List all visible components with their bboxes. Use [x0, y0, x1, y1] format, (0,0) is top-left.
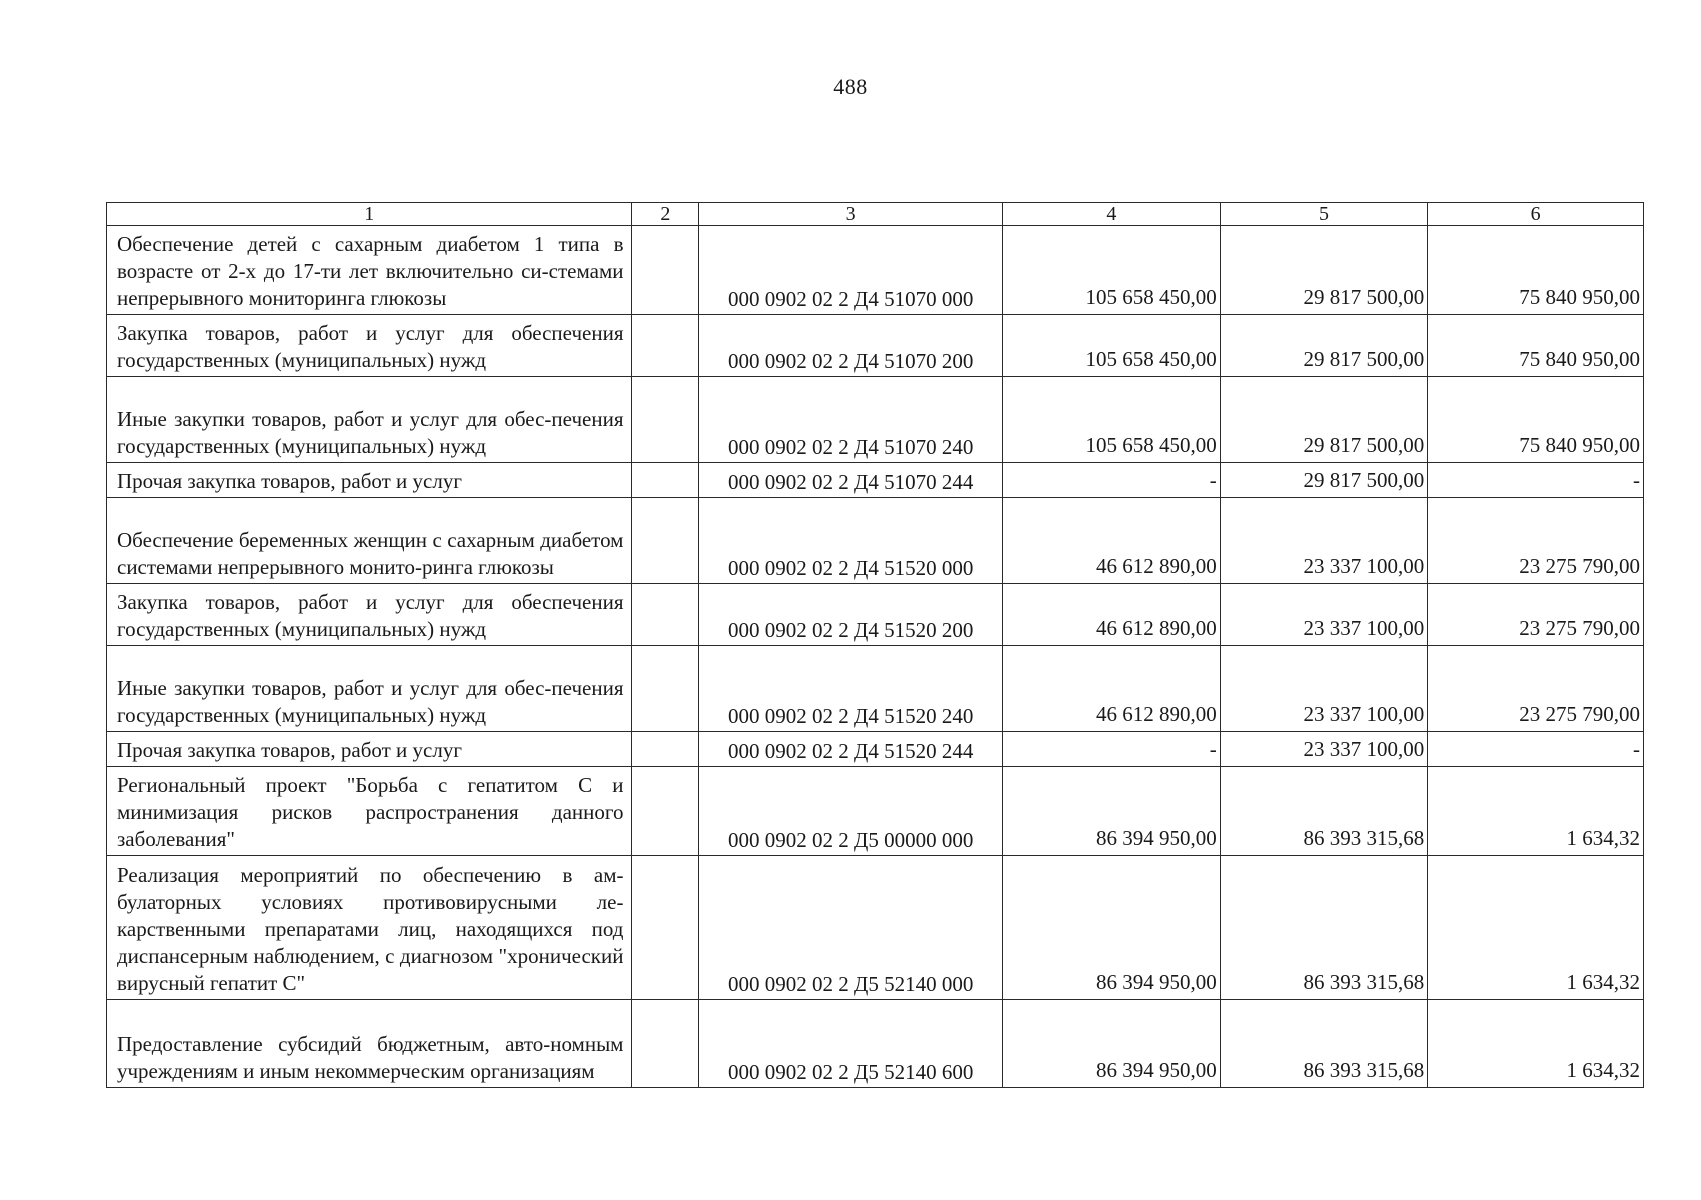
row-value-6: 75 840 950,00 [1428, 315, 1644, 377]
row-value-6: 75 840 950,00 [1428, 377, 1644, 463]
table-row [107, 767, 1644, 856]
table-row [107, 646, 1644, 732]
row-code: 000 0902 02 2 Д5 52140 600 [699, 1000, 1003, 1088]
row-name: Обеспечение беременных женщин с сахарным диабетом системами непрерывного монито-ринга глюкозы [107, 498, 632, 584]
page-number: 488 [833, 74, 868, 99]
table-row [107, 498, 1644, 584]
row-code: 000 0902 02 2 Д4 51070 244 [699, 463, 1003, 498]
row-value-6: 1 634,32 [1428, 1000, 1644, 1088]
row-code: 000 0902 02 2 Д4 51070 200 [699, 315, 1003, 377]
row-col2 [632, 226, 699, 315]
row-col2 [632, 315, 699, 377]
row-value-5: 23 337 100,00 [1220, 498, 1428, 584]
row-value-4: 86 394 950,00 [1003, 1000, 1221, 1088]
row-value-5: 23 337 100,00 [1220, 732, 1428, 767]
table-row [107, 856, 1644, 1000]
row-name: Предоставление субсидий бюджетным, авто-номным учреждениям и иным некоммерческим организациям [107, 1000, 632, 1088]
row-code: 000 0902 02 2 Д4 51520 240 [699, 646, 1003, 732]
row-value-4: 86 394 950,00 [1003, 767, 1221, 856]
row-code: 000 0902 02 2 Д4 51520 244 [699, 732, 1003, 767]
row-col2 [632, 732, 699, 767]
header-col-1: 1 [107, 203, 632, 226]
row-value-6: - [1428, 463, 1644, 498]
row-value-5: 86 393 315,68 [1220, 1000, 1428, 1088]
row-value-4: 86 394 950,00 [1003, 856, 1221, 1000]
row-code: 000 0902 02 2 Д4 51070 000 [699, 226, 1003, 315]
row-value-6: 1 634,32 [1428, 767, 1644, 856]
table-header [107, 203, 1644, 226]
header-row [107, 203, 1644, 226]
row-value-4: 46 612 890,00 [1003, 646, 1221, 732]
row-name: Прочая закупка товаров, работ и услуг [107, 463, 632, 498]
table-row [107, 377, 1644, 463]
budget-table [106, 202, 1644, 1088]
header-col-3: 3 [699, 203, 1003, 226]
row-col2 [632, 584, 699, 646]
row-value-4: 105 658 450,00 [1003, 315, 1221, 377]
row-code: 000 0902 02 2 Д5 00000 000 [699, 767, 1003, 856]
row-value-6: 23 275 790,00 [1428, 646, 1644, 732]
row-name: Закупка товаров, работ и услуг для обеспечения государственных (муниципальных) нужд [107, 584, 632, 646]
row-name: Обеспечение детей с сахарным диабетом 1 типа в возрасте от 2-х до 17-ти лет включительно си-стемами непрерывного мониторинга глюкозы [107, 226, 632, 315]
row-code: 000 0902 02 2 Д5 52140 000 [699, 856, 1003, 1000]
row-name: Региональный проект "Борьба с гепатитом С и минимизация рисков распространения данного заболевания" [107, 767, 632, 856]
row-value-6: 23 275 790,00 [1428, 498, 1644, 584]
row-value-5: 29 817 500,00 [1220, 463, 1428, 498]
header-col-4: 4 [1003, 203, 1221, 226]
row-col2 [632, 646, 699, 732]
header-col-5: 5 [1220, 203, 1428, 226]
row-value-6: 75 840 950,00 [1428, 226, 1644, 315]
row-value-4: 46 612 890,00 [1003, 584, 1221, 646]
row-name: Прочая закупка товаров, работ и услуг [107, 732, 632, 767]
table-row [107, 1000, 1644, 1088]
row-col2 [632, 856, 699, 1000]
row-name: Закупка товаров, работ и услуг для обеспечения государственных (муниципальных) нужд [107, 315, 632, 377]
header-col-2: 2 [632, 203, 699, 226]
row-code: 000 0902 02 2 Д4 51520 200 [699, 584, 1003, 646]
row-col2 [632, 377, 699, 463]
row-value-4: 105 658 450,00 [1003, 226, 1221, 315]
row-value-5: 23 337 100,00 [1220, 646, 1428, 732]
table-row [107, 584, 1644, 646]
row-col2 [632, 1000, 699, 1088]
table-row [107, 732, 1644, 767]
row-value-5: 29 817 500,00 [1220, 315, 1428, 377]
row-value-4: - [1003, 463, 1221, 498]
table-row [107, 463, 1644, 498]
row-code: 000 0902 02 2 Д4 51520 000 [699, 498, 1003, 584]
table-row [107, 226, 1644, 315]
row-value-6: 1 634,32 [1428, 856, 1644, 1000]
row-value-4: 105 658 450,00 [1003, 377, 1221, 463]
table-body [107, 226, 1644, 1088]
row-value-5: 23 337 100,00 [1220, 584, 1428, 646]
row-name: Реализация мероприятий по обеспечению в ам-булаторных условиях противовирусными ле-карственными препаратами лиц, находящихся под диспансерным наблюдением, с диагнозом "хронический вирусный гепатит С" [107, 856, 632, 1000]
row-col2 [632, 498, 699, 584]
row-col2 [632, 463, 699, 498]
row-value-6: 23 275 790,00 [1428, 584, 1644, 646]
row-value-5: 29 817 500,00 [1220, 226, 1428, 315]
row-name: Иные закупки товаров, работ и услуг для обес-печения государственных (муниципальных) нужд [107, 646, 632, 732]
row-value-5: 29 817 500,00 [1220, 377, 1428, 463]
row-value-5: 86 393 315,68 [1220, 856, 1428, 1000]
row-value-4: - [1003, 732, 1221, 767]
table-row [107, 315, 1644, 377]
row-code: 000 0902 02 2 Д4 51070 240 [699, 377, 1003, 463]
row-value-6: - [1428, 732, 1644, 767]
row-value-4: 46 612 890,00 [1003, 498, 1221, 584]
row-name: Иные закупки товаров, работ и услуг для обес-печения государственных (муниципальных) нужд [107, 377, 632, 463]
row-col2 [632, 767, 699, 856]
header-col-6: 6 [1428, 203, 1644, 226]
row-value-5: 86 393 315,68 [1220, 767, 1428, 856]
